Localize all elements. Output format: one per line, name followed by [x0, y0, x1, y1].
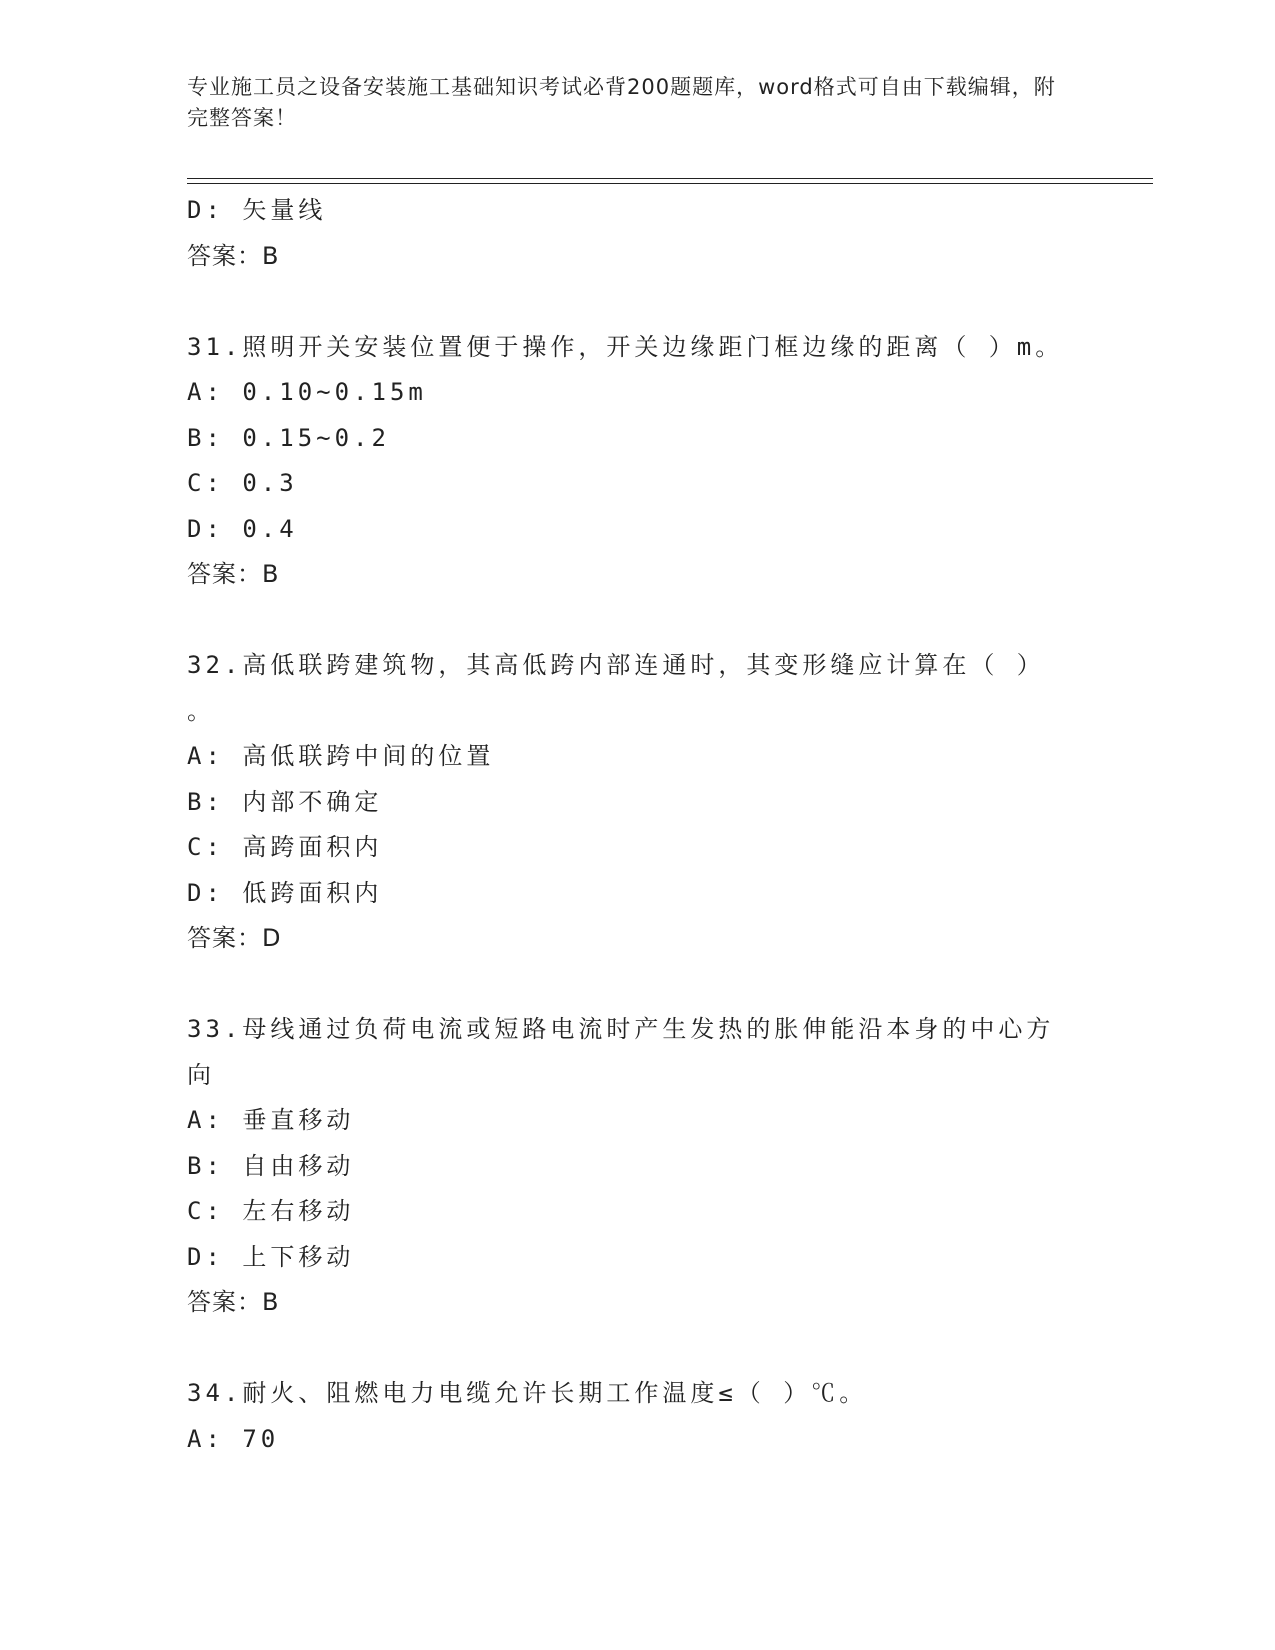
spacer: [187, 1326, 1087, 1372]
option-c: C: 左右移动: [187, 1197, 355, 1225]
question-34: [187, 1371, 1087, 1462]
question-text-line-1: 32.高低联跨建筑物，其高低跨内部连通时，其变形缝应计算在（ ）: [187, 651, 1045, 679]
previous-question-tail: [187, 188, 1087, 279]
question-text: 31.照明开关安装位置便于操作，开关边缘距门框边缘的距离（ ）m。: [187, 332, 1064, 361]
option-a: A: 0.10~0.15m: [187, 378, 427, 406]
spacer: [187, 962, 1087, 1008]
question-33: [187, 1007, 1087, 1326]
option-b: B: 自由移动: [187, 1151, 355, 1180]
answer: 答案：B: [187, 1288, 280, 1316]
option-a: A: 70: [187, 1424, 280, 1453]
document-header: [187, 72, 1067, 134]
answer: 答案：B: [187, 560, 280, 588]
header-rule-top: [187, 178, 1153, 179]
spacer: [187, 598, 1087, 644]
question-text-line-2: 。: [187, 696, 215, 725]
option-b: B: 内部不确定: [187, 787, 383, 816]
question-text: 34.耐火、阻燃电力电缆允许长期工作温度≤（ ）℃。: [187, 1379, 868, 1407]
header-title: 专业施工员之设备安装施工基础知识考试必背200题题库，word格式可自由下载编辑，附完整答案！: [187, 75, 1056, 130]
option-d: D: 上下移动: [187, 1242, 355, 1271]
header-rule-bottom: [187, 183, 1153, 184]
option-a: A: 高低联跨中间的位置: [187, 742, 495, 770]
question-text-line-1: 33.母线通过负荷电流或短路电流时产生发热的胀伸能沿本身的中心方: [187, 1015, 1055, 1043]
option-d: D: 低跨面积内: [187, 878, 383, 907]
option-d: D: 矢量线: [187, 196, 327, 224]
option-b: B: 0.15~0.2: [187, 423, 390, 452]
question-text-line-2: 向: [187, 1060, 215, 1089]
answer: 答案：B: [187, 241, 280, 270]
answer: 答案：D: [187, 924, 282, 952]
question-list: [187, 188, 1087, 1462]
question-31: [187, 325, 1087, 598]
question-32: [187, 643, 1087, 962]
spacer: [187, 279, 1087, 325]
option-d: D: 0.4: [187, 514, 298, 543]
option-c: C: 高跨面积内: [187, 833, 383, 861]
option-c: C: 0.3: [187, 469, 298, 497]
option-a: A: 垂直移动: [187, 1106, 355, 1134]
